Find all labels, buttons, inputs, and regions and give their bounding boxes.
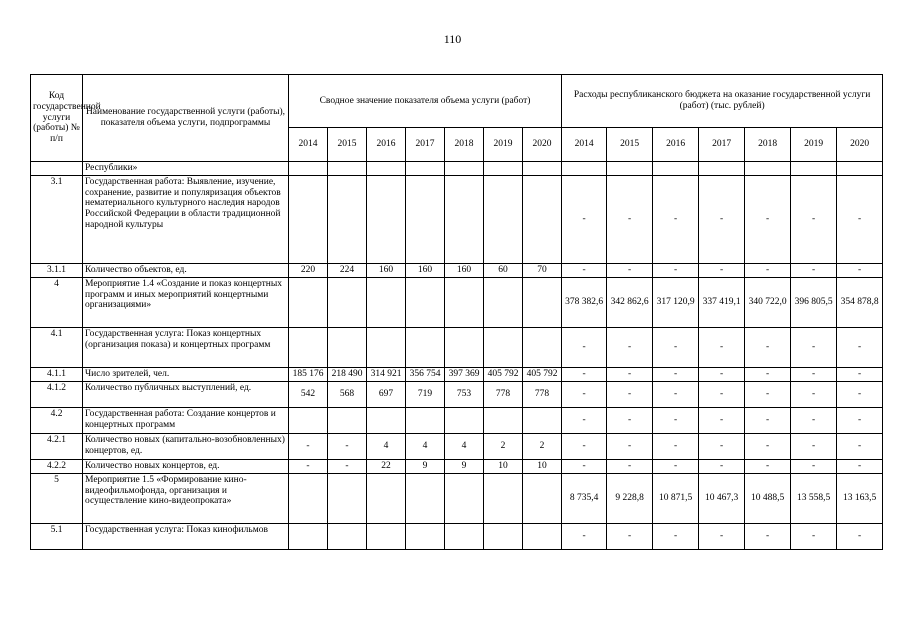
cost-cell: -: [837, 176, 883, 264]
cost-cell: -: [837, 264, 883, 278]
cost-cell: 9 228,8: [607, 474, 653, 524]
cost-cell: -: [562, 264, 607, 278]
cost-cell: -: [837, 328, 883, 368]
table-row: [31, 176, 883, 264]
cost-cell: 317 120,9: [653, 278, 699, 328]
volume-cell: 22: [367, 460, 406, 474]
cost-cell: -: [745, 434, 791, 460]
row-name: Число зрителей, чел.: [83, 368, 289, 382]
row-code: 3.1: [31, 176, 83, 264]
row-name: Мероприятие 1.4 «Создание и показ концертных программ и иных мероприятий концертными организациями»: [83, 278, 289, 328]
row-code: 4.1: [31, 328, 83, 368]
table-header: [31, 75, 883, 162]
row-name: Государственная работа: Создание концертов и концертных программ: [83, 408, 289, 434]
cost-cell: -: [745, 382, 791, 408]
cost-cell: -: [791, 176, 837, 264]
cost-cell: -: [653, 368, 699, 382]
volume-cell: [367, 162, 406, 176]
volume-cell: [523, 278, 562, 328]
volume-cell: [289, 524, 328, 550]
table-row: [31, 434, 883, 460]
volume-cell: [406, 524, 445, 550]
volume-cell: 185 176: [289, 368, 328, 382]
header-cost-group: Расходы республиканского бюджета на оказание государственной услуги (работ) (тыс. рублей): [562, 75, 883, 128]
cost-cell: 337 419,1: [699, 278, 745, 328]
volume-cell: 778: [523, 382, 562, 408]
cost-cell: [837, 162, 883, 176]
cost-cell: -: [699, 264, 745, 278]
header-volume-year: 2019: [484, 128, 523, 162]
volume-cell: [289, 162, 328, 176]
cost-cell: -: [791, 328, 837, 368]
row-name: Государственная услуга: Показ концертных (организация показа) и концертных программ: [83, 328, 289, 368]
volume-cell: [406, 162, 445, 176]
volume-cell: [328, 524, 367, 550]
volume-cell: [484, 328, 523, 368]
header-code: Код государственной услуги (работы) № п/п: [31, 75, 83, 162]
cost-cell: -: [699, 434, 745, 460]
volume-cell: -: [289, 434, 328, 460]
cost-cell: 13 163,5: [837, 474, 883, 524]
volume-cell: [445, 162, 484, 176]
table-row: [31, 264, 883, 278]
cost-cell: 10 467,3: [699, 474, 745, 524]
cost-cell: -: [607, 524, 653, 550]
row-code: 3.1.1: [31, 264, 83, 278]
cost-cell: -: [562, 524, 607, 550]
volume-cell: [406, 328, 445, 368]
cost-cell: -: [837, 408, 883, 434]
cost-cell: -: [745, 408, 791, 434]
row-code: 4.1.2: [31, 382, 83, 408]
row-code: 5: [31, 474, 83, 524]
cost-cell: -: [653, 382, 699, 408]
volume-cell: 405 792: [523, 368, 562, 382]
cost-cell: -: [837, 434, 883, 460]
header-cost-year: 2019: [791, 128, 837, 162]
volume-cell: [328, 162, 367, 176]
row-name: Количество новых (капитально-возобновленных) концертов, ед.: [83, 434, 289, 460]
cost-cell: -: [837, 382, 883, 408]
header-volume-year: 2014: [289, 128, 328, 162]
cost-cell: -: [653, 176, 699, 264]
cost-cell: 342 862,6: [607, 278, 653, 328]
volume-cell: [445, 328, 484, 368]
cost-cell: -: [607, 176, 653, 264]
cost-cell: -: [562, 408, 607, 434]
cost-cell: -: [562, 460, 607, 474]
volume-cell: [445, 524, 484, 550]
volume-cell: 218 490: [328, 368, 367, 382]
volume-cell: [289, 176, 328, 264]
volume-cell: 10: [523, 460, 562, 474]
volume-cell: [523, 162, 562, 176]
volume-cell: [328, 474, 367, 524]
volume-cell: [523, 408, 562, 434]
row-code: 5.1: [31, 524, 83, 550]
cost-cell: -: [653, 328, 699, 368]
budget-table: [30, 74, 883, 550]
volume-cell: [445, 176, 484, 264]
header-volume-year: 2017: [406, 128, 445, 162]
volume-cell: 314 921: [367, 368, 406, 382]
table-body: [31, 162, 883, 550]
cost-cell: -: [607, 434, 653, 460]
table-row: [31, 278, 883, 328]
cost-cell: [607, 162, 653, 176]
cost-cell: -: [699, 368, 745, 382]
cost-cell: -: [562, 434, 607, 460]
cost-cell: -: [607, 382, 653, 408]
volume-cell: [406, 474, 445, 524]
cost-cell: -: [837, 460, 883, 474]
cost-cell: -: [653, 524, 699, 550]
cost-cell: 378 382,6: [562, 278, 607, 328]
volume-cell: [367, 474, 406, 524]
cost-cell: -: [653, 434, 699, 460]
cost-cell: -: [653, 264, 699, 278]
row-code: 4.2: [31, 408, 83, 434]
cost-cell: -: [745, 176, 791, 264]
volume-cell: 542: [289, 382, 328, 408]
cost-cell: -: [607, 368, 653, 382]
volume-cell: [484, 524, 523, 550]
volume-cell: 220: [289, 264, 328, 278]
volume-cell: -: [289, 460, 328, 474]
cost-cell: -: [699, 460, 745, 474]
volume-cell: 753: [445, 382, 484, 408]
volume-cell: [523, 524, 562, 550]
volume-cell: [328, 328, 367, 368]
cost-cell: 8 735,4: [562, 474, 607, 524]
cost-cell: -: [562, 328, 607, 368]
row-name: Количество объектов, ед.: [83, 264, 289, 278]
volume-cell: [367, 328, 406, 368]
cost-cell: [699, 162, 745, 176]
volume-cell: [328, 176, 367, 264]
cost-cell: -: [607, 460, 653, 474]
table-row: [31, 162, 883, 176]
table-row: [31, 368, 883, 382]
volume-cell: 2: [484, 434, 523, 460]
volume-cell: [289, 474, 328, 524]
cost-cell: 10 488,5: [745, 474, 791, 524]
cost-cell: -: [791, 434, 837, 460]
cost-cell: 354 878,8: [837, 278, 883, 328]
volume-cell: [367, 524, 406, 550]
cost-cell: [562, 162, 607, 176]
volume-cell: [406, 408, 445, 434]
volume-cell: -: [328, 460, 367, 474]
volume-cell: 4: [406, 434, 445, 460]
row-name: Республики»: [83, 162, 289, 176]
cost-cell: -: [791, 264, 837, 278]
volume-cell: [445, 278, 484, 328]
table-row: [31, 524, 883, 550]
cost-cell: -: [745, 264, 791, 278]
cost-cell: -: [699, 524, 745, 550]
volume-cell: 60: [484, 264, 523, 278]
volume-cell: 160: [406, 264, 445, 278]
volume-cell: [445, 408, 484, 434]
header-name: Наименование государственной услуги (работы), показателя объема услуги, подпрограммы: [83, 75, 289, 162]
cost-cell: -: [791, 382, 837, 408]
volume-cell: [484, 408, 523, 434]
cost-cell: [745, 162, 791, 176]
cost-cell: -: [745, 524, 791, 550]
header-volume-year: 2020: [523, 128, 562, 162]
volume-cell: 9: [445, 460, 484, 474]
cost-cell: -: [607, 264, 653, 278]
cost-cell: -: [699, 382, 745, 408]
cost-cell: -: [699, 176, 745, 264]
row-code: 4.2.1: [31, 434, 83, 460]
row-name: Государственная услуга: Показ кинофильмов: [83, 524, 289, 550]
volume-cell: [484, 176, 523, 264]
cost-cell: -: [837, 368, 883, 382]
cost-cell: 10 871,5: [653, 474, 699, 524]
cost-cell: 13 558,5: [791, 474, 837, 524]
table-row: [31, 474, 883, 524]
cost-cell: -: [699, 328, 745, 368]
volume-cell: [367, 408, 406, 434]
volume-cell: [523, 176, 562, 264]
volume-cell: 719: [406, 382, 445, 408]
cost-cell: -: [607, 408, 653, 434]
cost-cell: 340 722,0: [745, 278, 791, 328]
row-code: [31, 162, 83, 176]
volume-cell: 568: [328, 382, 367, 408]
volume-cell: 9: [406, 460, 445, 474]
cost-cell: -: [791, 524, 837, 550]
volume-cell: [445, 474, 484, 524]
header-volume-year: 2015: [328, 128, 367, 162]
row-name: Количество публичных выступлений, ед.: [83, 382, 289, 408]
cost-cell: 396 805,5: [791, 278, 837, 328]
header-cost-year: 2014: [562, 128, 607, 162]
cost-cell: -: [837, 524, 883, 550]
volume-cell: [484, 278, 523, 328]
volume-cell: [289, 408, 328, 434]
volume-cell: 4: [445, 434, 484, 460]
volume-cell: 10: [484, 460, 523, 474]
volume-cell: [406, 176, 445, 264]
cost-cell: [653, 162, 699, 176]
cost-cell: -: [699, 408, 745, 434]
cost-cell: -: [745, 368, 791, 382]
volume-cell: 70: [523, 264, 562, 278]
cost-cell: -: [653, 408, 699, 434]
table-row: [31, 460, 883, 474]
volume-cell: 160: [445, 264, 484, 278]
header-cost-year: 2018: [745, 128, 791, 162]
volume-cell: 160: [367, 264, 406, 278]
volume-cell: [523, 328, 562, 368]
row-name: Государственная работа: Выявление, изучение, сохранение, развитие и популяризация объектов нематериального культурного наследия народов Российской Федерации в области традиционной народной культуры: [83, 176, 289, 264]
table-row: [31, 408, 883, 434]
cost-cell: -: [562, 382, 607, 408]
volume-cell: [328, 278, 367, 328]
cost-cell: -: [745, 460, 791, 474]
volume-cell: 778: [484, 382, 523, 408]
volume-cell: [289, 328, 328, 368]
volume-cell: [289, 278, 328, 328]
cost-cell: -: [791, 368, 837, 382]
cost-cell: -: [562, 176, 607, 264]
volume-cell: 405 792: [484, 368, 523, 382]
table-row: [31, 328, 883, 368]
row-name: Количество новых концертов, ед.: [83, 460, 289, 474]
cost-cell: -: [791, 460, 837, 474]
volume-cell: [523, 474, 562, 524]
volume-cell: 4: [367, 434, 406, 460]
volume-cell: [484, 162, 523, 176]
header-cost-year: 2015: [607, 128, 653, 162]
volume-cell: -: [328, 434, 367, 460]
volume-cell: [484, 474, 523, 524]
volume-cell: [328, 408, 367, 434]
cost-cell: -: [653, 460, 699, 474]
cost-cell: -: [607, 328, 653, 368]
header-volume-year: 2018: [445, 128, 484, 162]
volume-cell: 224: [328, 264, 367, 278]
cost-cell: -: [745, 328, 791, 368]
page-number: 110: [443, 32, 462, 46]
volume-cell: [367, 176, 406, 264]
row-code: 4.2.2: [31, 460, 83, 474]
header-volume-group: Сводное значение показателя объема услуги (работ): [289, 75, 562, 128]
cost-cell: [791, 162, 837, 176]
volume-cell: 356 754: [406, 368, 445, 382]
cost-cell: -: [791, 408, 837, 434]
table-row: [31, 382, 883, 408]
header-cost-year: 2017: [699, 128, 745, 162]
header-cost-year: 2016: [653, 128, 699, 162]
cost-cell: -: [562, 368, 607, 382]
row-code: 4: [31, 278, 83, 328]
volume-cell: 397 369: [445, 368, 484, 382]
volume-cell: [367, 278, 406, 328]
header-cost-year: 2020: [837, 128, 883, 162]
volume-cell: [406, 278, 445, 328]
row-code: 4.1.1: [31, 368, 83, 382]
row-name: Мероприятие 1.5 «Формирование кино-видеофильмофонда, организация и осуществление кино-видеопроката»: [83, 474, 289, 524]
header-volume-year: 2016: [367, 128, 406, 162]
volume-cell: 697: [367, 382, 406, 408]
volume-cell: 2: [523, 434, 562, 460]
